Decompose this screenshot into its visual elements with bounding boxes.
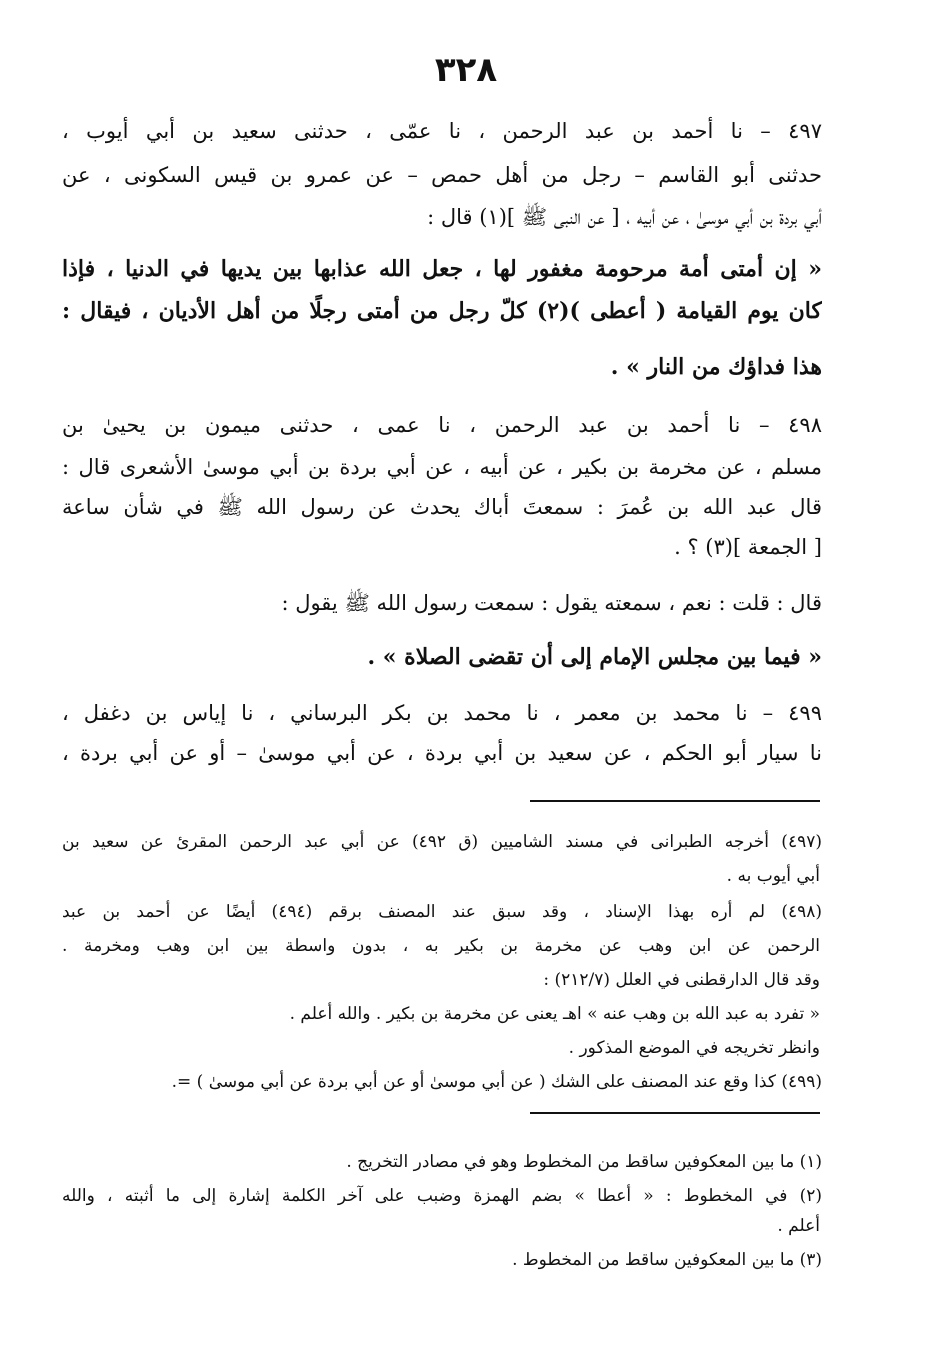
takhrij-separator bbox=[530, 800, 820, 802]
footnote-1: (١) ما بين المعكوفين ساقط من المخطوط وهو في مصادر التخريج . bbox=[346, 1152, 822, 1172]
page-number: ٣٢٨ bbox=[434, 50, 498, 90]
takhrij-497-line-2: أبي أيوب به . bbox=[726, 866, 820, 886]
hadith-497-line-3: أبي بردة بن أبي موسىٰ ، عن أبيه ، [ عن النبى ﷺ ](١) قال : bbox=[427, 205, 822, 229]
takhrij-498-line-4: « تفرد به عبد الله بن وهب عنه » اهـ يعنى عن مخرمة بن بكير . والله أعلم . bbox=[289, 1004, 820, 1024]
hadith-499-line-2: نا سيار أبو الحكم ، عن سعيد بن أبي بردة ، عن أبي موسىٰ – أو عن أبي بردة ، bbox=[62, 741, 822, 765]
footnote-3: (٣) ما بين المعكوفين ساقط من المخطوط . bbox=[512, 1250, 822, 1270]
footnote-separator bbox=[530, 1112, 820, 1114]
hadith-498-line-4: [ الجمعة ](٣) ؟ . bbox=[674, 535, 822, 559]
hadith-498-line-1: ٤٩٨ – نا أحمد بن عبد الرحمن ، نا عمى ، حدثنى ميمون بن يحيىٰ بن bbox=[62, 413, 822, 437]
takhrij-498-line-5: وانظر تخريجه في الموضع المذكور . bbox=[568, 1038, 820, 1058]
hadith-497-matn-line-2: كان يوم القيامة ( أعطى )(٢) كلّ رجل من أمتى رجلًا من أهل الأديان ، فيقال : bbox=[62, 298, 822, 324]
takhrij-497-line-1: (٤٩٧) أخرجه الطبرانى في مسند الشاميين (ق ٤٩٢) عن أبي عبد الرحمن المقرئ عن سعيد بن bbox=[62, 832, 822, 852]
takhrij-498-line-1: (٤٩٨) لم أره بهذا الإسناد ، وقد سبق عند المصنف برقم (٤٩٤) أيضًا عن أحمد بن عبد bbox=[62, 902, 822, 922]
takhrij-499-line-1: (٤٩٩) كذا وقع عند المصنف على الشك ( عن أبي موسىٰ أو عن أبي بردة عن أبي موسىٰ ) =. bbox=[171, 1072, 822, 1092]
footnote-2-line-1: (٢) في المخطوط : « أعطا » بضم الهمزة وضبب على آخر الكلمة إشارة إلى ما أثبته ، والله bbox=[62, 1186, 822, 1206]
hadith-498-line-3: قال عبد الله بن عُمرَ : سمعتَ أباك يحدث عن رسول الله ﷺ في شأن ساعة bbox=[62, 495, 822, 519]
hadith-499-line-1: ٤٩٩ – نا محمد بن معمر ، نا محمد بن بكر البرساني ، نا إياس بن دغفل ، bbox=[62, 701, 822, 725]
takhrij-498-line-2: الرحمن عن ابن وهب عن مخرمة بن بكير به ، بدون واسطة بين ابن وهب ومخرمة . bbox=[62, 936, 820, 956]
hadith-497-matn-line-3: هذا فداؤك من النار » . bbox=[610, 354, 822, 380]
hadith-497-line-2: حدثنى أبو القاسم – رجل من أهل حمص – عن عمرو بن قيس السكونى ، عن bbox=[62, 163, 822, 187]
hadith-497-matn-line-1: « إن أمتى أمة مرحومة مغفور لها ، جعل الله عذابها بين يديها في الدنيا ، فإذا bbox=[62, 256, 822, 282]
hadith-497-line-1: ٤٩٧ – نا أحمد بن عبد الرحمن ، نا عمّى ، حدثنى سعيد بن أبي أيوب ، bbox=[62, 119, 822, 143]
hadith-498-qala: قال : قلت : نعم ، سمعته يقول : سمعت رسول الله ﷺ يقول : bbox=[281, 591, 822, 615]
footnote-2-line-2: أعلم . bbox=[777, 1216, 820, 1236]
takhrij-498-line-3: وقد قال الدارقطنى في العلل (٢١٢/٧) : bbox=[543, 970, 820, 990]
hadith-498-matn: « فيما بين مجلس الإمام إلى أن تقضى الصلاة » . bbox=[367, 644, 822, 670]
hadith-498-line-2: مسلم ، عن مخرمة بن بكير ، عن أبيه ، عن أبي بردة بن أبي موسىٰ الأشعرى قال : bbox=[62, 455, 822, 479]
